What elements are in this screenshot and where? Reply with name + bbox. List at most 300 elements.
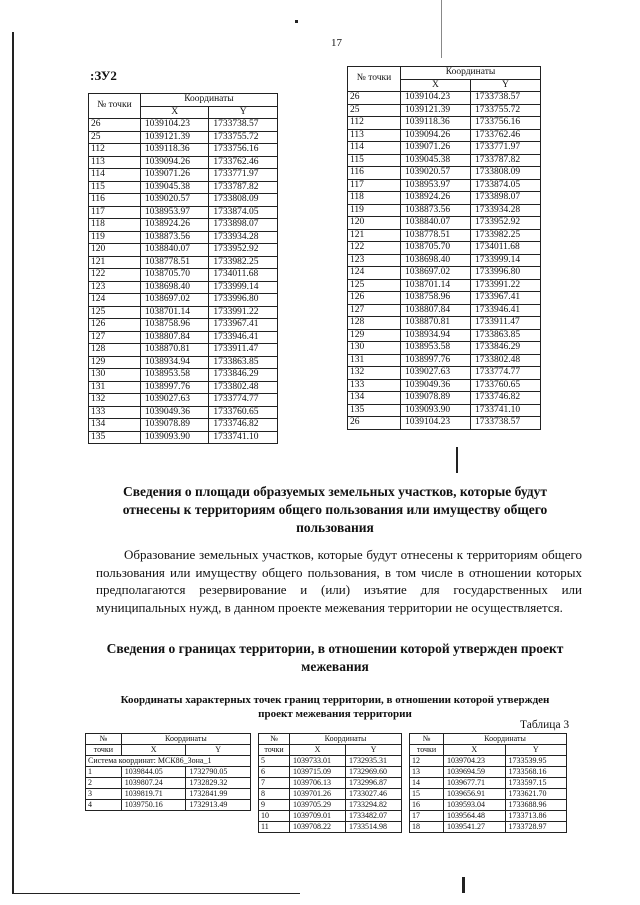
x-coordinate-cell: 1039593.04: [444, 800, 505, 811]
y-coordinate-cell: 1733294.82: [346, 800, 402, 811]
table-row: [348, 154, 541, 167]
table-row: [410, 822, 567, 833]
x-coordinate-cell: 1039118.36: [140, 144, 209, 157]
y-coordinate-cell: 1733946.41: [209, 331, 278, 344]
y-coordinate-cell: 1732996.87: [346, 778, 402, 789]
x-coordinate-cell: 1038705.70: [140, 269, 209, 282]
table-row: [410, 789, 567, 800]
y-coordinate-cell: 1733911.47: [470, 317, 540, 330]
y-coordinate-cell: 1733756.16: [209, 144, 278, 157]
table-row: [86, 767, 251, 778]
header-no: №: [410, 734, 444, 745]
area-section-heading: Сведения о площади образуемых земельных участков, которые будут отнесены к территориям общего пользования или имуществу общего пользования: [122, 484, 548, 535]
table-row: [89, 331, 278, 344]
header-y: Y: [470, 79, 540, 92]
y-coordinate-cell: 1733755.72: [209, 131, 278, 144]
y-coordinate-cell: 1733911.47: [209, 344, 278, 357]
x-coordinate-cell: 1039844.05: [121, 767, 186, 778]
table-3-label: Таблица 3: [520, 719, 570, 731]
point-number-cell: 26: [89, 119, 141, 132]
table-row: [348, 117, 541, 130]
y-coordinate-cell: 1733762.46: [470, 129, 540, 142]
table-row: [89, 394, 278, 407]
x-coordinate-cell: 1039078.89: [140, 419, 209, 432]
table-row: [348, 404, 541, 417]
y-coordinate-cell: 1733991.22: [209, 306, 278, 319]
y-coordinate-cell: 1733982.25: [470, 229, 540, 242]
table-row: [410, 756, 567, 767]
x-coordinate-cell: 1038758.96: [140, 319, 209, 332]
point-number-cell: 15: [410, 789, 444, 800]
x-coordinate-cell: 1039045.38: [400, 154, 470, 167]
point-number-cell: 127: [348, 304, 401, 317]
land-plot-label: :ЗУ2: [90, 68, 117, 83]
boundary-table-1-body: [86, 767, 251, 811]
point-number-cell: 113: [89, 156, 141, 169]
x-coordinate-cell: 1039706.13: [290, 778, 346, 789]
table-row: [348, 254, 541, 267]
header-point-no: № точки: [348, 67, 401, 92]
point-number-cell: 130: [89, 369, 141, 382]
point-number-cell: 14: [410, 778, 444, 789]
y-coordinate-cell: 1732829.32: [186, 778, 251, 789]
point-number-cell: 18: [410, 822, 444, 833]
point-number-cell: 6: [259, 767, 290, 778]
x-coordinate-cell: 1038698.40: [140, 281, 209, 294]
point-number-cell: 118: [89, 219, 141, 232]
x-coordinate-cell: 1039807.24: [121, 778, 186, 789]
y-coordinate-cell: 1733539.95: [505, 756, 566, 767]
table-row: [259, 778, 402, 789]
point-number-cell: 131: [89, 381, 141, 394]
y-coordinate-cell: 1732913.49: [186, 800, 251, 811]
point-number-cell: 25: [348, 104, 401, 117]
point-number-cell: 121: [89, 256, 141, 269]
table-row: [89, 219, 278, 232]
x-coordinate-cell: 1039708.22: [290, 822, 346, 833]
table-row: [89, 356, 278, 369]
table-row: [348, 267, 541, 280]
x-coordinate-cell: 1039020.57: [400, 167, 470, 180]
y-coordinate-cell: 1733952.92: [209, 244, 278, 257]
point-number-cell: 7: [259, 778, 290, 789]
header-point: точки: [259, 745, 290, 756]
point-number-cell: 116: [348, 167, 401, 180]
y-coordinate-cell: 1733898.07: [209, 219, 278, 232]
x-coordinate-cell: 1039049.36: [400, 379, 470, 392]
point-number-cell: 133: [89, 406, 141, 419]
point-number-cell: 128: [348, 317, 401, 330]
x-coordinate-cell: 1038701.14: [400, 279, 470, 292]
point-number-cell: 117: [348, 179, 401, 192]
point-number-cell: 13: [410, 767, 444, 778]
y-coordinate-cell: 1733874.05: [209, 206, 278, 219]
y-coordinate-cell: 1733982.25: [209, 256, 278, 269]
point-number-cell: 115: [89, 181, 141, 194]
point-number-cell: 122: [89, 269, 141, 282]
table-row: [348, 279, 541, 292]
x-coordinate-cell: 1038778.51: [140, 256, 209, 269]
table-row: [348, 179, 541, 192]
x-coordinate-cell: 1038758.96: [400, 292, 470, 305]
y-coordinate-cell: 1733738.57: [470, 417, 540, 430]
point-number-cell: 26: [348, 417, 401, 430]
x-coordinate-cell: 1038953.97: [140, 206, 209, 219]
header-y: Y: [186, 745, 251, 756]
x-coordinate-cell: 1038807.84: [400, 304, 470, 317]
table-row: [89, 169, 278, 182]
table-row: [348, 242, 541, 255]
point-number-cell: 9: [259, 800, 290, 811]
boundary-table-3: [409, 733, 567, 833]
table-row: [348, 142, 541, 155]
x-coordinate-cell: 1038697.02: [140, 294, 209, 307]
scan-margin-line-left: [12, 32, 14, 894]
point-number-cell: 124: [348, 267, 401, 280]
table-row: [89, 419, 278, 432]
x-coordinate-cell: 1039027.63: [140, 394, 209, 407]
x-coordinate-cell: 1038953.97: [400, 179, 470, 192]
y-coordinate-cell: 1733568.16: [505, 767, 566, 778]
point-number-cell: 117: [89, 206, 141, 219]
scan-mark-top: [441, 0, 442, 58]
table-row: [348, 217, 541, 230]
y-coordinate-cell: 1732935.31: [346, 756, 402, 767]
coordinates-table-right: [347, 66, 541, 430]
x-coordinate-cell: 1039701.26: [290, 789, 346, 800]
y-coordinate-cell: 1733746.82: [209, 419, 278, 432]
header-no: №: [86, 734, 122, 745]
y-coordinate-cell: 1733863.85: [470, 329, 540, 342]
coordinate-system: Система координат: МСК86_Зона_1: [86, 756, 251, 767]
x-coordinate-cell: 1039093.90: [400, 404, 470, 417]
x-coordinate-cell: 1038953.58: [400, 342, 470, 355]
point-number-cell: 16: [410, 800, 444, 811]
point-number-cell: 132: [348, 367, 401, 380]
header-x: X: [290, 745, 346, 756]
table-row: [410, 800, 567, 811]
boundary-table-2: [258, 733, 402, 833]
table-row: [259, 811, 402, 822]
table-row: [86, 778, 251, 789]
point-number-cell: 120: [89, 244, 141, 257]
table-row: [89, 206, 278, 219]
table-row: [89, 306, 278, 319]
point-number-cell: 131: [348, 354, 401, 367]
y-coordinate-cell: 1734011.68: [209, 269, 278, 282]
x-coordinate-cell: 1039045.38: [140, 181, 209, 194]
x-coordinate-cell: 1039093.90: [140, 431, 209, 444]
y-coordinate-cell: 1733738.57: [209, 119, 278, 132]
y-coordinate-cell: 1733741.10: [470, 404, 540, 417]
table-row: [410, 767, 567, 778]
point-number-cell: 8: [259, 789, 290, 800]
point-number-cell: 134: [89, 419, 141, 432]
x-coordinate-cell: 1038840.07: [140, 244, 209, 257]
x-coordinate-cell: 1039078.89: [400, 392, 470, 405]
table-row: [89, 231, 278, 244]
y-coordinate-cell: 1733774.77: [470, 367, 540, 380]
x-coordinate-cell: 1038698.40: [400, 254, 470, 267]
point-number-cell: 12: [410, 756, 444, 767]
y-coordinate-cell: 1733728.97: [505, 822, 566, 833]
table-row: [348, 304, 541, 317]
y-coordinate-cell: 1733967.41: [470, 292, 540, 305]
y-coordinate-cell: 1733952.92: [470, 217, 540, 230]
y-coordinate-cell: 1733621.70: [505, 789, 566, 800]
y-coordinate-cell: 1733771.97: [470, 142, 540, 155]
y-coordinate-cell: 1732841.99: [186, 789, 251, 800]
x-coordinate-cell: 1039020.57: [140, 194, 209, 207]
point-number-cell: 128: [89, 344, 141, 357]
boundary-table-1: [85, 733, 251, 811]
x-coordinate-cell: 1039104.23: [400, 92, 470, 105]
point-number-cell: 133: [348, 379, 401, 392]
point-number-cell: 114: [89, 169, 141, 182]
point-number-cell: 135: [348, 404, 401, 417]
x-coordinate-cell: 1039104.23: [140, 119, 209, 132]
y-coordinate-cell: 1733774.77: [209, 394, 278, 407]
header-x: X: [140, 106, 209, 119]
x-coordinate-cell: 1039049.36: [140, 406, 209, 419]
table-row: [348, 379, 541, 392]
table-row: [348, 92, 541, 105]
x-coordinate-cell: 1039071.26: [400, 142, 470, 155]
table-row: [348, 129, 541, 142]
coordinates-table-left: [88, 93, 278, 444]
table-row: [89, 431, 278, 444]
boundary-table-3-body: [410, 756, 567, 833]
x-coordinate-cell: 1038997.76: [400, 354, 470, 367]
y-coordinate-cell: 1733991.22: [470, 279, 540, 292]
point-number-cell: 115: [348, 154, 401, 167]
y-coordinate-cell: 1733756.16: [470, 117, 540, 130]
table-row: [89, 319, 278, 332]
y-coordinate-cell: 1733713.86: [505, 811, 566, 822]
header-point-no: № точки: [89, 94, 141, 119]
x-coordinate-cell: 1038870.81: [140, 344, 209, 357]
table-row: [89, 119, 278, 132]
x-coordinate-cell: 1038778.51: [400, 229, 470, 242]
point-number-cell: 112: [348, 117, 401, 130]
y-coordinate-cell: 1733898.07: [470, 192, 540, 205]
table-row: [89, 144, 278, 157]
x-coordinate-cell: 1039694.59: [444, 767, 505, 778]
scan-margin-line-bottom: [14, 893, 300, 894]
y-coordinate-cell: 1733738.57: [470, 92, 540, 105]
x-coordinate-cell: 1038953.58: [140, 369, 209, 382]
y-coordinate-cell: 1733688.96: [505, 800, 566, 811]
point-number-cell: 120: [348, 217, 401, 230]
x-coordinate-cell: 1038870.81: [400, 317, 470, 330]
table-row: [348, 342, 541, 355]
y-coordinate-cell: 1733996.80: [209, 294, 278, 307]
y-coordinate-cell: 1733846.29: [209, 369, 278, 382]
scan-mark-bottom: [462, 877, 465, 893]
x-coordinate-cell: 1038934.94: [140, 356, 209, 369]
point-number-cell: 129: [89, 356, 141, 369]
table-row: [89, 381, 278, 394]
y-coordinate-cell: 1733482.07: [346, 811, 402, 822]
area-section-paragraph: [96, 546, 582, 616]
y-coordinate-cell: 1733808.09: [209, 194, 278, 207]
point-number-cell: 129: [348, 329, 401, 342]
table-row: [410, 778, 567, 789]
x-coordinate-cell: 1038697.02: [400, 267, 470, 280]
x-coordinate-cell: 1039819.71: [121, 789, 186, 800]
point-number-cell: 125: [348, 279, 401, 292]
point-number-cell: 132: [89, 394, 141, 407]
point-number-cell: 4: [86, 800, 122, 811]
y-coordinate-cell: 1733746.82: [470, 392, 540, 405]
x-coordinate-cell: 1039750.16: [121, 800, 186, 811]
header-x: X: [121, 745, 186, 756]
point-number-cell: 126: [89, 319, 141, 332]
table-row: [89, 344, 278, 357]
point-number-cell: 119: [89, 231, 141, 244]
x-coordinate-cell: 1039094.26: [140, 156, 209, 169]
y-coordinate-cell: 1733874.05: [470, 179, 540, 192]
y-coordinate-cell: 1733755.72: [470, 104, 540, 117]
table-row: [259, 789, 402, 800]
point-number-cell: 118: [348, 192, 401, 205]
table-row: [348, 104, 541, 117]
point-number-cell: 10: [259, 811, 290, 822]
x-coordinate-cell: 1039104.23: [400, 417, 470, 430]
y-coordinate-cell: 1732790.05: [186, 767, 251, 778]
y-coordinate-cell: 1733762.46: [209, 156, 278, 169]
y-coordinate-cell: 1733771.97: [209, 169, 278, 182]
scan-mark-middle: [456, 447, 458, 473]
x-coordinate-cell: 1038924.26: [140, 219, 209, 232]
point-number-cell: 11: [259, 822, 290, 833]
table-row: [89, 406, 278, 419]
table-row: [89, 369, 278, 382]
y-coordinate-cell: 1733760.65: [470, 379, 540, 392]
x-coordinate-cell: 1039715.09: [290, 767, 346, 778]
point-number-cell: 123: [89, 281, 141, 294]
table-row: [348, 392, 541, 405]
point-number-cell: 114: [348, 142, 401, 155]
header-point: точки: [410, 745, 444, 756]
x-coordinate-cell: 1038997.76: [140, 381, 209, 394]
table-row: [348, 317, 541, 330]
y-coordinate-cell: 1733597.15: [505, 778, 566, 789]
table-row: [348, 354, 541, 367]
table-row: [348, 229, 541, 242]
table-row: [89, 269, 278, 282]
y-coordinate-cell: 1733802.48: [470, 354, 540, 367]
header-x: X: [400, 79, 470, 92]
point-number-cell: 1: [86, 767, 122, 778]
borders-section-heading: Сведения о границах территории, в отношении которой утвержден проект межевания: [106, 641, 564, 674]
coordinates-table-left-body: [89, 119, 278, 444]
point-number-cell: 121: [348, 229, 401, 242]
table-row: [86, 789, 251, 800]
x-coordinate-cell: 1039121.39: [400, 104, 470, 117]
table-row: [410, 811, 567, 822]
x-coordinate-cell: 1039705.29: [290, 800, 346, 811]
y-coordinate-cell: 1733808.09: [470, 167, 540, 180]
point-number-cell: 124: [89, 294, 141, 307]
point-number-cell: 126: [348, 292, 401, 305]
point-number-cell: 112: [89, 144, 141, 157]
point-number-cell: 125: [89, 306, 141, 319]
x-coordinate-cell: 1038807.84: [140, 331, 209, 344]
y-coordinate-cell: 1734011.68: [470, 242, 540, 255]
x-coordinate-cell: 1039709.01: [290, 811, 346, 822]
header-y: Y: [209, 106, 278, 119]
table-row: [348, 367, 541, 380]
point-number-cell: 17: [410, 811, 444, 822]
header-coordinates: Координаты: [290, 734, 402, 745]
scan-mark-dot: [295, 20, 298, 23]
x-coordinate-cell: 1039733.01: [290, 756, 346, 767]
table-row: [348, 329, 541, 342]
header-x: X: [444, 745, 505, 756]
area-section-text: Образование земельных участков, которые будут отнесены к территориям общего пользования или имуществу общего пользования, в том числе в отношении которых предполагаются резервирование и (или) изъятие для государственных или муниципальных нужд, в данном проекте межевания территории не осуществляется.: [96, 547, 582, 615]
y-coordinate-cell: 1733741.10: [209, 431, 278, 444]
header-y: Y: [346, 745, 402, 756]
header-no: №: [259, 734, 290, 745]
table-row: [89, 194, 278, 207]
y-coordinate-cell: 1733760.65: [209, 406, 278, 419]
header-y: Y: [505, 745, 566, 756]
x-coordinate-cell: 1039071.26: [140, 169, 209, 182]
table-row: [89, 156, 278, 169]
x-coordinate-cell: 1039118.36: [400, 117, 470, 130]
table-row: [259, 767, 402, 778]
point-number-cell: 116: [89, 194, 141, 207]
header-coordinates: Координаты: [444, 734, 567, 745]
point-number-cell: 123: [348, 254, 401, 267]
table-row: [348, 204, 541, 217]
y-coordinate-cell: 1732969.60: [346, 767, 402, 778]
y-coordinate-cell: 1733514.98: [346, 822, 402, 833]
table-row: [348, 192, 541, 205]
x-coordinate-cell: 1038705.70: [400, 242, 470, 255]
point-number-cell: 5: [259, 756, 290, 767]
table-row: [86, 800, 251, 811]
x-coordinate-cell: 1038924.26: [400, 192, 470, 205]
x-coordinate-cell: 1039094.26: [400, 129, 470, 142]
table-row: [259, 822, 402, 833]
x-coordinate-cell: 1038873.56: [140, 231, 209, 244]
point-number-cell: 127: [89, 331, 141, 344]
point-number-cell: 134: [348, 392, 401, 405]
table-row: [89, 294, 278, 307]
y-coordinate-cell: 1733863.85: [209, 356, 278, 369]
y-coordinate-cell: 1733787.82: [470, 154, 540, 167]
coordinates-table-right-body: [348, 92, 541, 430]
x-coordinate-cell: 1039564.48: [444, 811, 505, 822]
header-coordinates: Координаты: [121, 734, 250, 745]
header-coordinates: Координаты: [140, 94, 277, 107]
table-row: [348, 292, 541, 305]
point-number-cell: 26: [348, 92, 401, 105]
point-number-cell: 119: [348, 204, 401, 217]
point-number-cell: 113: [348, 129, 401, 142]
x-coordinate-cell: 1038840.07: [400, 217, 470, 230]
table-row: [259, 800, 402, 811]
y-coordinate-cell: 1733996.80: [470, 267, 540, 280]
table-row: [89, 256, 278, 269]
header-coordinates: Координаты: [400, 67, 540, 80]
y-coordinate-cell: 1733999.14: [470, 254, 540, 267]
table-row: [89, 281, 278, 294]
point-number-cell: 122: [348, 242, 401, 255]
point-number-cell: 3: [86, 789, 122, 800]
